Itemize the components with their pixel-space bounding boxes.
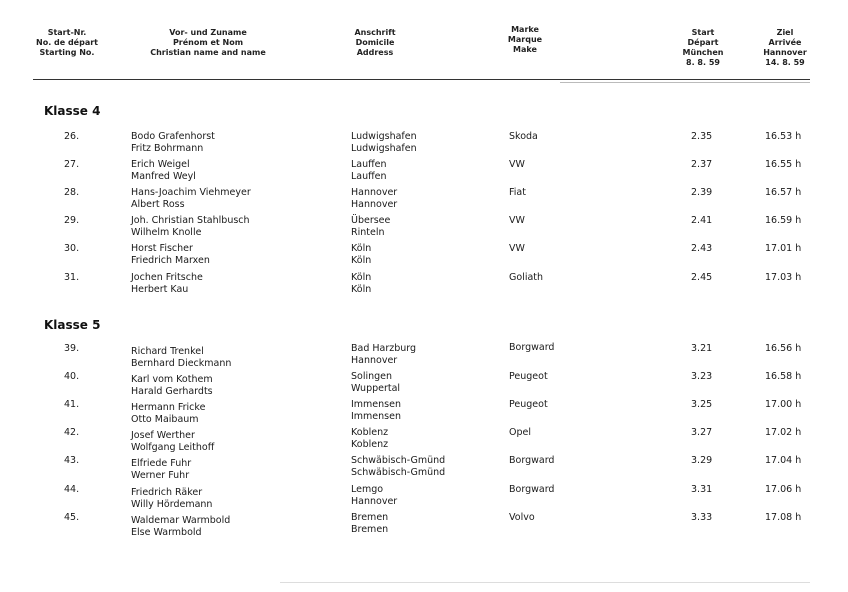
header-make-de: Marke [511,25,539,34]
codriver-address: Lauffen [351,170,387,182]
finish-time: 17.00 h [765,399,802,410]
names [131,374,213,397]
driver-address: Koblenz [351,427,389,438]
address [351,243,371,266]
codriver-name: Fritz Bohrmann [131,142,204,154]
address [351,427,388,450]
table-row [0,371,848,395]
driver-name: Jochen Fritsche [131,272,203,283]
section-title-klasse-4: Klasse 4 [44,104,101,118]
driver-name: Waldemar Warmbold [131,515,231,526]
start-number: 43. [64,455,80,466]
names [131,272,203,295]
table-row [0,187,848,211]
finish-time: 17.03 h [765,272,802,283]
start-time: 2.41 [691,215,713,226]
finish-time: 16.56 h [765,343,802,354]
table-row [0,399,848,423]
driver-address: Bremen [351,512,389,523]
start-number: 30. [64,243,80,254]
table-row [0,484,848,508]
codriver-address: Koblenz [351,438,389,450]
address [351,343,416,366]
start-number: 41. [64,399,80,410]
header-name-en: Christian name and name [150,48,266,57]
codriver-name: Manfred Weyl [131,170,196,182]
codriver-address: Wuppertal [351,382,401,394]
address [351,215,390,238]
start-number: 26. [64,131,80,142]
start-time: 3.21 [691,343,713,354]
start-number: 45. [64,512,80,523]
table-row [0,455,848,479]
car-make: Borgward [509,455,555,466]
driver-name: Hermann Fricke [131,402,206,413]
codriver-name: Wilhelm Knolle [131,226,202,238]
header-name-fr: Prénom et Nom [172,38,244,47]
table-row [0,427,848,451]
finish-time: 17.02 h [765,427,802,438]
start-number: 27. [64,159,80,170]
codriver-name: Willy Hördemann [131,498,213,510]
codriver-address: Ludwigshafen [351,142,417,154]
table-row [0,159,848,183]
header-divider [33,79,810,80]
codriver-address: Bremen [351,523,389,535]
table-row [0,272,848,296]
driver-name: Bodo Grafenhorst [131,131,215,142]
table-row [0,131,848,155]
address [351,484,397,507]
codriver-address: Köln [351,283,372,295]
address [351,272,371,295]
names [131,346,231,369]
finish-time: 16.58 h [765,371,802,382]
finish-time: 17.01 h [765,243,802,254]
header-address [345,28,405,58]
codriver-name: Otto Maibaum [131,413,199,425]
driver-name: Horst Fischer [131,243,193,254]
finish-time: 17.08 h [765,512,802,523]
driver-address: Schwäbisch-Gmünd [351,455,446,466]
header-name [138,28,278,58]
header-name-de: Vor- und Zuname [169,28,247,37]
codriver-name: Werner Fuhr [131,469,190,481]
driver-address: Bad Harzburg [351,343,417,354]
codriver-address: Rinteln [351,226,385,238]
start-time: 3.27 [691,427,713,438]
start-number: 42. [64,427,80,438]
codriver-name: Herbert Kau [131,283,189,295]
car-make: Peugeot [509,371,548,382]
finish-time: 16.53 h [765,131,802,142]
header-make-fr: Marque [507,35,543,44]
codriver-name: Bernhard Dieckmann [131,357,232,369]
table-row [0,215,848,239]
header-start-nr-en: Starting No. [39,48,95,57]
driver-name: Josef Werther [131,430,195,441]
address [351,455,445,478]
start-number: 44. [64,484,80,495]
driver-name: Richard Trenkel [131,346,204,357]
names [131,430,214,453]
page-edge-line [280,582,810,583]
start-time: 2.39 [691,187,713,198]
driver-name: Friedrich Räker [131,487,203,498]
codriver-name: Wolfgang Leithoff [131,441,215,453]
address [351,512,388,535]
finish-time: 17.06 h [765,484,802,495]
table-row [0,343,848,367]
address [351,399,401,422]
header-finish [755,28,815,68]
codriver-name: Else Warmbold [131,526,202,538]
header-start-date: 8. 8. 59 [686,58,720,67]
header-start-nr [30,28,104,58]
start-time: 3.23 [691,371,713,382]
section-title-klasse-5: Klasse 5 [44,318,101,332]
address [351,159,387,182]
table-row [0,243,848,267]
driver-name: Hans-Joachim Viehmeyer [131,187,251,198]
header-address-fr: Domicile [355,38,395,47]
finish-time: 17.04 h [765,455,802,466]
driver-address: Köln [351,272,372,283]
driver-address: Lemgo [351,484,384,495]
driver-address: Lauffen [351,159,387,170]
codriver-name: Friedrich Marxen [131,254,210,266]
header-finish-fr: Arrivée [768,38,802,47]
car-make: Skoda [509,131,538,142]
finish-time: 16.59 h [765,215,802,226]
names [131,243,210,266]
names [131,159,196,182]
codriver-address: Hannover [351,354,398,366]
header-finish-de: Ziel [776,28,794,37]
start-number: 31. [64,272,80,283]
header-divider-faint [560,82,810,83]
address [351,371,400,394]
car-make: Borgward [509,484,555,495]
start-time: 3.25 [691,399,713,410]
table-row [0,512,848,536]
names [131,515,230,538]
car-make: Volvo [509,512,535,523]
car-make: Goliath [509,272,544,283]
header-start-city: München [682,48,724,57]
driver-address: Solingen [351,371,393,382]
start-time: 3.29 [691,455,713,466]
address [351,187,397,210]
car-make: Peugeot [509,399,548,410]
header-start [675,28,731,68]
names [131,458,191,481]
codriver-address: Hannover [351,198,398,210]
start-time: 2.43 [691,243,713,254]
car-make: Fiat [509,187,526,198]
header-finish-city: Hannover [763,48,807,57]
driver-address: Köln [351,243,372,254]
start-number: 39. [64,343,80,354]
driver-name: Erich Weigel [131,159,190,170]
codriver-address: Schwäbisch-Gmünd [351,466,446,478]
header-address-de: Anschrift [354,28,396,37]
codriver-address: Immensen [351,410,401,422]
car-make: Opel [509,427,531,438]
header-make-en: Make [513,45,537,54]
driver-address: Übersee [351,215,391,226]
start-time: 2.37 [691,159,713,170]
codriver-name: Harald Gerhardts [131,385,213,397]
driver-address: Immensen [351,399,401,410]
codriver-name: Albert Ross [131,198,185,210]
finish-time: 16.55 h [765,159,802,170]
header-start-nr-fr: No. de départ [36,38,98,47]
start-number: 29. [64,215,80,226]
address [351,131,417,154]
start-time: 2.35 [691,131,713,142]
header-start-nr-de: Start-Nr. [47,28,87,37]
names [131,215,250,238]
start-time: 2.45 [691,272,713,283]
driver-address: Ludwigshafen [351,131,417,142]
driver-name: Karl vom Kothem [131,374,213,385]
header-start-fr: Départ [687,38,719,47]
driver-name: Joh. Christian Stahlbusch [131,215,250,226]
driver-name: Elfriede Fuhr [131,458,192,469]
start-number: 40. [64,371,80,382]
header-finish-date: 14. 8. 59 [765,58,805,67]
names [131,402,205,425]
names [131,487,212,510]
car-make: VW [509,243,525,254]
names [131,131,215,154]
header-address-en: Address [356,48,394,57]
car-make: VW [509,215,525,226]
finish-time: 16.57 h [765,187,802,198]
car-make: VW [509,159,525,170]
start-time: 3.33 [691,512,713,523]
codriver-address: Köln [351,254,372,266]
start-time: 3.31 [691,484,713,495]
start-number: 28. [64,187,80,198]
names [131,187,251,210]
car-make: Borgward [509,342,555,353]
header-make [502,25,548,55]
header-start-de: Start [691,28,715,37]
driver-address: Hannover [351,187,398,198]
codriver-address: Hannover [351,495,398,507]
